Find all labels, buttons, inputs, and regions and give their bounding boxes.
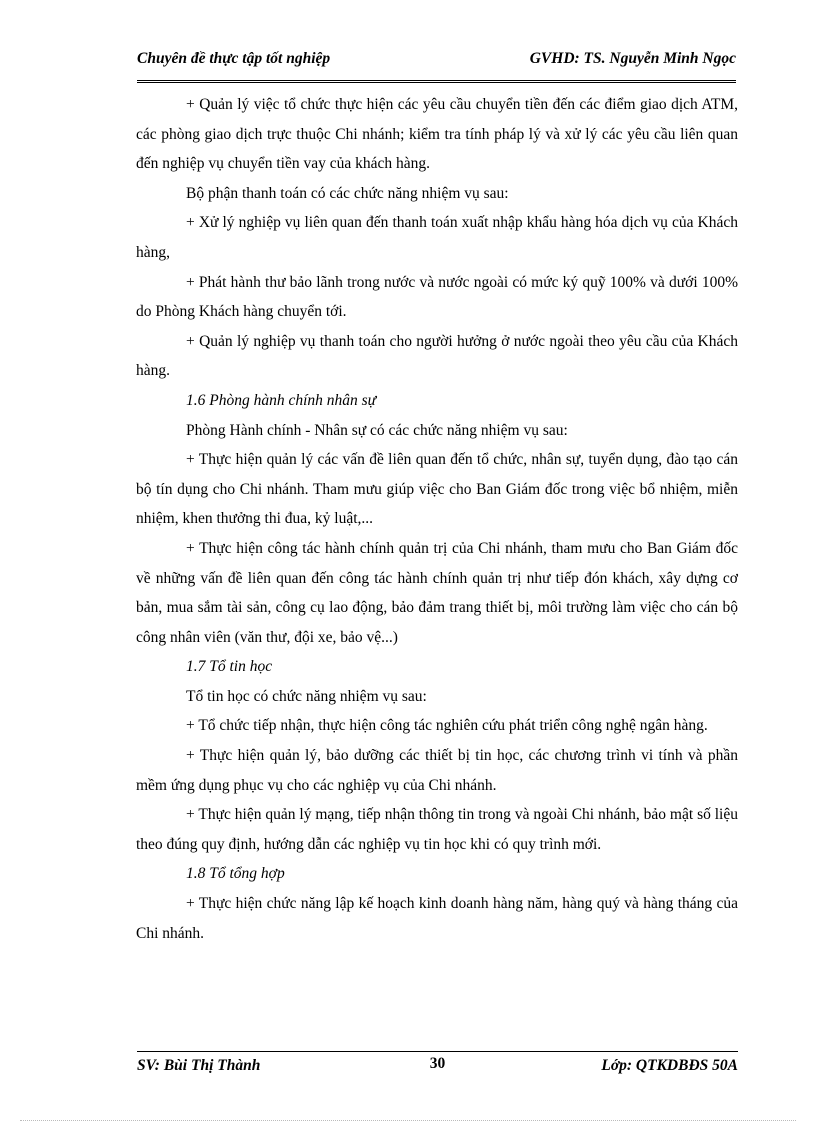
paragraph: + Quản lý việc tổ chức thực hiện các yêu cầu chuyển tiền đến các điểm giao dịch ATM, các phòng giao dịch trực thuộc Chi nhánh; kiểm tra tính pháp lý và xử lý các yêu cầu liên quan đến nghiệp vụ chuyển tiền vay của khách hàng. <box>136 96 738 173</box>
paragraph: + Thực hiện quản lý các vấn đề liên quan đến tổ chức, nhân sự, tuyển dụng, đào tạo cán bộ tín dụng cho Chi nhánh. Tham mưu giúp việc cho Ban Giám đốc trong việc bổ nhiệm, miễn nhiệm, khen thưởng thi đua, kỷ luật,... <box>136 451 738 528</box>
header-supervisor: GVHD: TS. Nguyễn Minh Ngọc <box>529 50 736 67</box>
paragraph: + Thực hiện công tác hành chính quản trị của Chi nhánh, tham mưu cho Ban Giám đốc về những vấn đề liên quan đến công tác hành chính quản trị như tiếp đón khách, xây dựng cơ bản, mua sắm tài sản, công cụ lao động, bảo đảm trang thiết bị, môi trường làm việc cho cán bộ công nhân viên (văn thư, đội xe, bảo vệ...) <box>136 539 738 646</box>
section-heading: 1.7 Tổ tin học <box>186 658 273 676</box>
section-heading: 1.6 Phòng hành chính nhân sự <box>186 391 377 409</box>
page-number: 30 <box>429 1055 446 1072</box>
paragraph: + Quản lý nghiệp vụ thanh toán cho người hưởng ở nước ngoài theo yêu cầu của Khách hàng. <box>136 332 738 380</box>
paragraph: + Thực hiện quản lý, bảo dưỡng các thiết bị tin học, các chương trình vi tính và phần mềm ứng dụng phục vụ cho các nghiệp vụ của Chi nhánh. <box>136 747 738 794</box>
paragraph: + Xử lý nghiệp vụ liên quan đến thanh toán xuất nhập khẩu hàng hóa dịch vụ của Khách hàng, <box>136 214 738 261</box>
header-title: Chuyên đề thực tập tốt nghiệp <box>137 50 331 67</box>
paragraph: Tổ tin học có chức năng nhiệm vụ sau: <box>186 687 427 705</box>
section-heading: 1.8 Tổ tổng hợp <box>186 865 285 883</box>
footer-student: SV: Bùi Thị Thành <box>137 1057 261 1074</box>
paragraph: Phòng Hành chính - Nhân sự có các chức năng nhiệm vụ sau: <box>186 421 568 439</box>
paragraph: + Phát hành thư bảo lãnh trong nước và nước ngoài có mức ký quỹ 100% và dưới 100% do Phòng Khách hàng chuyển tới. <box>136 273 738 321</box>
page-header <box>137 46 736 83</box>
document-body <box>136 90 738 948</box>
paragraph: Bộ phận thanh toán có các chức năng nhiệm vụ sau: <box>186 184 509 202</box>
footer-class: Lớp: QTKDBĐS 50A <box>601 1057 738 1074</box>
paragraph: + Tổ chức tiếp nhận, thực hiện công tác nghiên cứu phát triển công nghệ ngân hàng. <box>186 717 708 735</box>
paragraph: + Thực hiện quản lý mạng, tiếp nhận thông tin trong và ngoài Chi nhánh, bảo mật số liệu theo đúng quy định, hướng dẫn các nghiệp vụ tin học khi có quy trình mới. <box>136 806 738 853</box>
page-footer <box>137 1051 738 1078</box>
paragraph: + Thực hiện chức năng lập kế hoạch kinh doanh hàng năm, hàng quý và hàng tháng của Chi nhánh. <box>136 895 738 942</box>
page-break-line <box>20 1120 796 1121</box>
